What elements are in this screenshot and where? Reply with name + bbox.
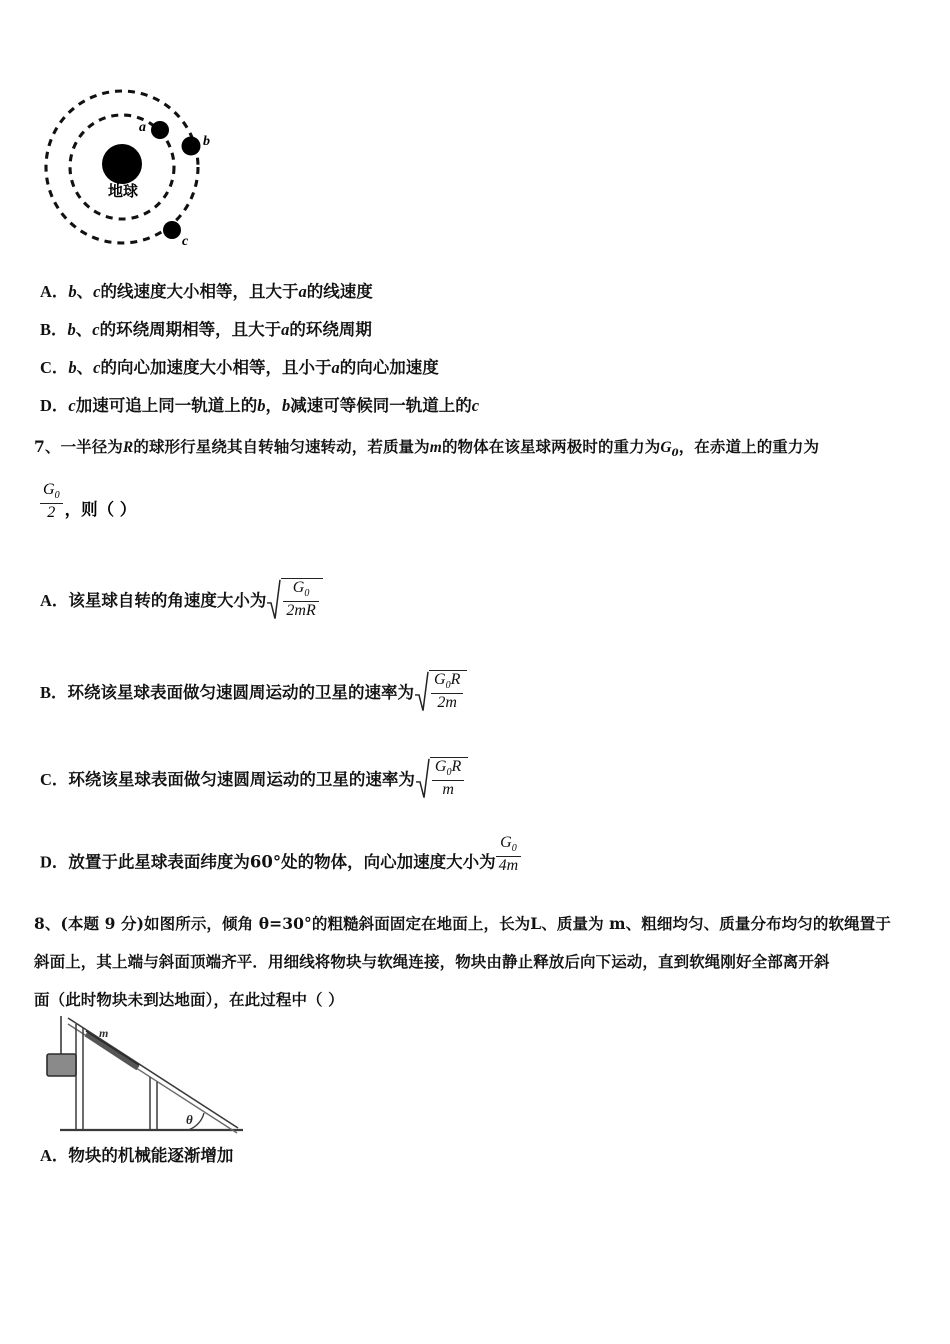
q7-option-a-label: A． bbox=[40, 590, 69, 610]
q6-option-a-var1: b bbox=[68, 282, 77, 301]
q6-option-d bbox=[40, 395, 479, 417]
q7-fraction-line bbox=[40, 483, 136, 522]
earth-body bbox=[102, 144, 142, 184]
satellite-a-dot bbox=[151, 121, 169, 139]
q6-option-a-var3: a bbox=[298, 282, 307, 301]
q8-stem-line3: 面（此时物块未到达地面），在此过程中（ ） bbox=[34, 990, 344, 1009]
q6-option-c-var1: b bbox=[68, 358, 77, 377]
q7-stem-tail: ，则（ ） bbox=[64, 500, 137, 520]
q7-stem-part2: 的球形行星绕其自转轴匀速转动，若质量为 bbox=[133, 437, 430, 456]
q7-option-c bbox=[40, 759, 468, 801]
q7-option-d bbox=[40, 834, 521, 882]
q6-option-b-var1: b bbox=[67, 320, 76, 339]
q7-option-c-label: C． bbox=[40, 769, 69, 789]
q6-option-b-text2: 的环绕周期 bbox=[289, 320, 372, 339]
q8-option-a bbox=[40, 1145, 233, 1167]
rope-on-incline bbox=[86, 1034, 138, 1068]
q7-option-b-radicand: $\frac{G_0R}{2m}$ bbox=[429, 670, 467, 712]
q7-option-d-numerator: $G_0$ bbox=[496, 835, 522, 857]
q6-option-c-var3: a bbox=[331, 358, 340, 377]
q6-option-a-label: A． bbox=[40, 282, 69, 301]
q6-option-a bbox=[40, 281, 373, 303]
q8-option-a-label: A． bbox=[40, 1146, 69, 1165]
q6-option-b-label: B． bbox=[40, 320, 68, 339]
q7-fraction-G0-over-2 bbox=[40, 482, 63, 521]
q6-option-b-var3: a bbox=[281, 320, 290, 339]
q7-option-c-formula bbox=[415, 757, 468, 799]
q7-fraction-numerator: $G_0$ bbox=[40, 482, 63, 504]
q6-option-d-var4: c bbox=[471, 396, 480, 415]
q6-option-c-text2: 的向心加速度 bbox=[339, 358, 439, 377]
earth-satellite-orbit-diagram bbox=[34, 82, 234, 252]
q6-option-a-text1: 的线速度大小相等，且大于 bbox=[100, 282, 299, 301]
q7-stem-part4: ，在赤道上的重力为 bbox=[678, 437, 820, 456]
q7-option-a bbox=[40, 580, 323, 622]
angle-label-theta: θ bbox=[186, 1112, 193, 1127]
q6-option-d-var1: c bbox=[68, 396, 76, 415]
q7-var-R: R bbox=[122, 439, 134, 456]
q7-number: 7、 bbox=[34, 437, 61, 456]
satellite-c-label: c bbox=[182, 234, 189, 249]
q8-stem-line2: 斜面上，其上端与斜面顶端齐平．用细线将物块与软绳连接，物块由静止释放后向下运动，直到软绳刚好全部离开斜 bbox=[34, 952, 830, 971]
q6-option-d-text3: 减速可等候同一轨道上的 bbox=[290, 396, 472, 415]
hanging-block bbox=[47, 1054, 76, 1076]
q7-option-c-radicand: $\frac{G_0R}{m}$ bbox=[430, 757, 468, 799]
q7-var-m: m bbox=[429, 439, 442, 456]
q7-option-d-label: D． bbox=[40, 852, 69, 872]
q6-option-c-text1: 的向心加速度大小相等，且小于 bbox=[100, 358, 332, 377]
q7-var-G0-sub: 0 bbox=[671, 448, 679, 460]
q7-option-b-text: 环绕该星球表面做匀速圆周运动的卫星的速率为 bbox=[67, 682, 415, 702]
q7-option-d-formula bbox=[496, 835, 522, 874]
q7-option-a-formula bbox=[266, 578, 322, 620]
q6-option-d-var2: b bbox=[257, 396, 266, 415]
q6-option-c-sep: 、 bbox=[76, 358, 94, 377]
q8-stem-line1: 8、(本题 9 分)如图所示，倾角 θ=30°的粗糙斜面固定在地面上，长为L、质量为 m、粗细均匀、质量分布均匀的软绳置于 bbox=[34, 914, 891, 933]
q8-option-a-text: 物块的机械能逐渐增加 bbox=[68, 1146, 234, 1165]
q7-option-d-text: 放置于此星球表面纬度为60°处的物体，向心加速度大小为 bbox=[68, 852, 496, 872]
q7-option-a-radicand: $\frac{G_0}{2mR}$ bbox=[281, 578, 322, 620]
q6-option-c-var2: c bbox=[93, 358, 101, 377]
satellite-a-label: a bbox=[139, 120, 146, 135]
rope-label-m: m bbox=[99, 1026, 109, 1040]
q6-option-d-text1: 加速可追上同一轨道上的 bbox=[75, 396, 258, 415]
satellite-c-dot bbox=[163, 221, 181, 239]
q6-option-b bbox=[40, 319, 372, 341]
q6-option-b-sep: 、 bbox=[75, 320, 93, 339]
q7-option-d-denominator: 4m bbox=[498, 856, 519, 874]
q7-stem-part3: 的物体在该星球两极时的重力为 bbox=[441, 437, 661, 456]
q7-fraction-denominator: 2 bbox=[47, 503, 56, 521]
q7-option-b-formula bbox=[414, 670, 467, 712]
incline-surface-top bbox=[68, 1018, 238, 1128]
q7-option-a-text: 该星球自转的角速度大小为 bbox=[68, 590, 267, 610]
q6-option-c bbox=[40, 357, 439, 379]
satellite-b-label: b bbox=[203, 134, 210, 149]
q6-option-d-text2: ， bbox=[265, 396, 282, 415]
q6-option-b-var2: c bbox=[92, 320, 100, 339]
rope-on-incline-edge bbox=[86, 1031, 139, 1065]
q7-option-c-text: 环绕该星球表面做匀速圆周运动的卫星的速率为 bbox=[68, 769, 415, 789]
q6-option-d-var3: b bbox=[282, 396, 291, 415]
earth-label: 地球 bbox=[107, 182, 138, 200]
q6-option-b-text1: 的环绕周期相等，且大于 bbox=[99, 320, 282, 339]
q7-var-G0: G bbox=[660, 439, 672, 456]
q6-option-d-label: D． bbox=[40, 396, 69, 415]
q7-stem-part1: 一半径为 bbox=[60, 437, 123, 456]
q6-option-c-label: C． bbox=[40, 358, 69, 377]
q6-option-a-sep: 、 bbox=[76, 282, 94, 301]
inclined-plane-diagram bbox=[38, 1012, 258, 1140]
q7-stem-line1 bbox=[34, 428, 819, 473]
satellite-b-dot bbox=[182, 137, 201, 156]
q7-option-b-label: B． bbox=[40, 682, 68, 702]
q6-option-a-var2: c bbox=[93, 282, 101, 301]
q7-option-b bbox=[40, 672, 467, 714]
q6-option-a-text2: 的线速度 bbox=[306, 282, 373, 301]
